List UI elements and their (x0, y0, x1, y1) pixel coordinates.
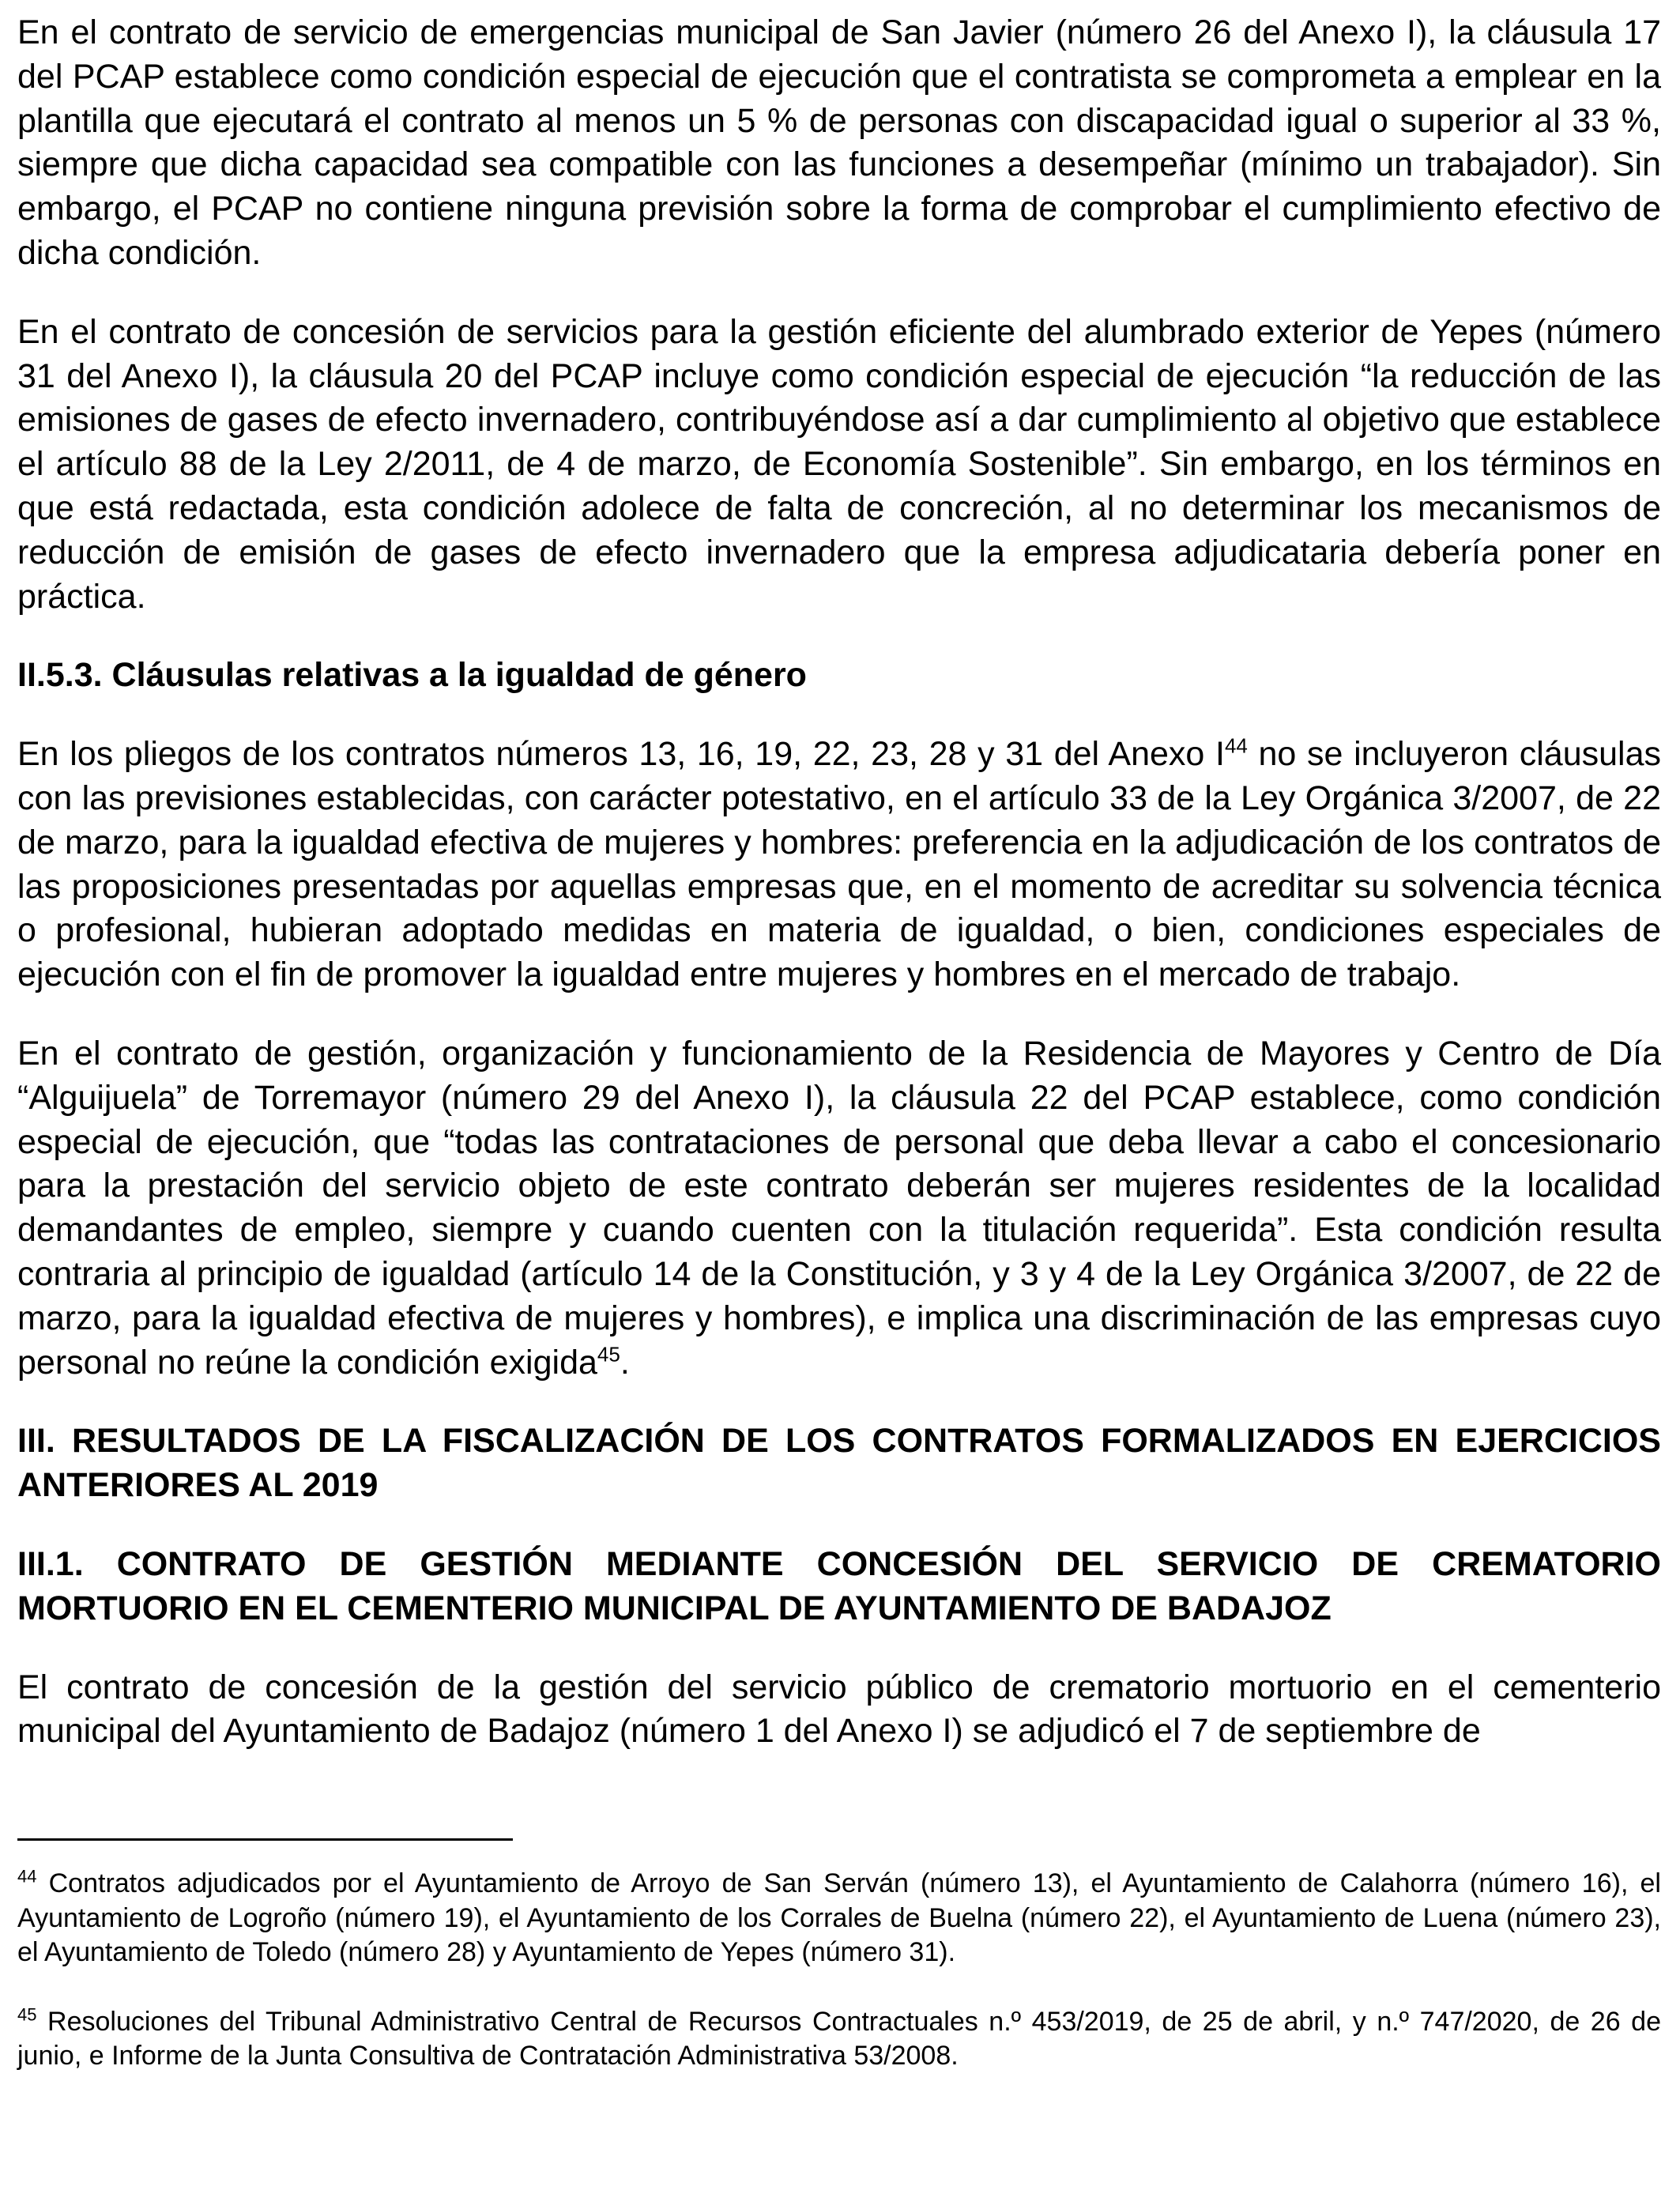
footnote-45 (17, 2005, 1661, 2074)
footnote-ref-45[interactable]: 45 (597, 1342, 620, 1367)
section-heading-igualdad: II.5.3. Cláusulas relativas a la igualdad de género (17, 656, 807, 695)
paragraph-torremayor (17, 1032, 1661, 1385)
paragraph-pliegos-text-b: no se incluyeron cláusulas con las previsiones establecidas, con carácter potestativo, en el artículo 33 de la Ley Orgánica 3/2007, de 22 de marzo, para la igualdad efectiva de mujeres y hombres: preferencia en la adjudicación de los contratos de las proposiciones presentadas por aquellas empresas que, en el momento de acreditar su solvencia técnica o profesional, hubieran adoptado medidas en materia de igualdad, o bien, condiciones especiales de ejecución con el fin de promover la igualdad entre mujeres y hombres en el mercado de trabajo. (17, 735, 1662, 994)
footnote-divider (17, 1838, 513, 1841)
footnotes (17, 1867, 1661, 2109)
paragraph-badajoz: El contrato de concesión de la gestión del servicio público de crematorio mortuorio en el cementerio municipal del Ayuntamiento de Badajoz (número 1 del Anexo I) se adjudicó el 7 de septiembre de (17, 1668, 1661, 1751)
section-heading-resultados: III. RESULTADOS DE LA FISCALIZACIÓN DE LOS CONTRATOS FORMALIZADOS EN EJERCICIOS ANTERIORES AL 2019 (17, 1422, 1661, 1505)
paragraph-san-javier: En el contrato de servicio de emergencias municipal de San Javier (número 26 del Anexo I), la cláusula 17 del PCAP establece como condición especial de ejecución que el contratista se comprometa a emplear en la plantilla que ejecutará el contrato al menos un 5 % de personas con discapacidad igual o superior al 33 %, siempre que dicha capacidad sea compatible con las funciones a desempeñar (mínimo un trabajador). Sin embargo, el PCAP no contiene ninguna previsión sobre la forma de comprobar el cumplimiento efectivo de dicha condición. (17, 13, 1661, 272)
footnote-text-44: Contratos adjudicados por el Ayuntamiento de Arroyo de San Serván (número 13), el Ayuntamiento de Calahorra (número 16), el Ayuntamiento de Logroño (número 19), el Ayuntamiento de los Corrales de Buelna (número 22), el Ayuntamiento de Luena (número 23), el Ayuntamiento de Toledo (número 28) y Ayuntamiento de Yepes (número 31). (17, 1868, 1661, 1967)
paragraph-torremayor-text-a: En el contrato de gestión, organización y funcionamiento de la Residencia de Mayores y Centro de Día “Alguijuela” de Torremayor (número 29 del Anexo I), la cláusula 22 del PCAP establece, como condición especial de ejecución, que “todas las contrataciones de personal que deba llevar a cabo el concesionario para la prestación del servicio objeto de este contrato deberán ser mujeres residentes de la localidad demandantes de empleo, siempre y cuando cuenten con la titulación requerida”. Esta condición resulta contraria al principio de igualdad (artículo 14 de la Constitución, y 3 y 4 de la Ley Orgánica 3/2007, de 22 de marzo, para la igualdad efectiva de mujeres y hombres), e implica una discriminación de las empresas cuyo personal no reúne la condición exigida (17, 1034, 1661, 1382)
paragraph-torremayor-text-b: . (620, 1343, 630, 1382)
footnote-text-45: Resoluciones del Tribunal Administrativo Central de Recursos Contractuales n.º 453/2019, de 25 de abril, y n.º 747/2020, de 26 de junio, e Informe de la Junta Consultiva de Contratación Administrativa 53/2008. (17, 2006, 1661, 2071)
paragraph-yepes: En el contrato de concesión de servicios para la gestión eficiente del alumbrado exterior de Yepes (número 31 del Anexo I), la cláusula 20 del PCAP incluye como condición especial de ejecución “la reducción de las emisiones de gases de efecto invernadero, contribuyéndose así a dar cumplimiento al objetivo que establece el artículo 88 de la Ley 2/2011, de 4 de marzo, de Economía Sostenible”. Sin embargo, en los términos en que está redactada, esta condición adolece de falta de concreción, al no determinar los mecanismos de reducción de emisión de gases de efecto invernadero que la empresa adjudicataria debería poner en práctica. (17, 312, 1661, 616)
document-body (17, 11, 1661, 1789)
paragraph-pliegos-text-a: En los pliegos de los contratos números 13, 16, 19, 22, 23, 28 y 31 del Anexo I (17, 735, 1225, 774)
footnote-number-45: 45 (17, 2004, 37, 2025)
footnote-ref-44[interactable]: 44 (1224, 733, 1248, 758)
footnote-44 (17, 1867, 1661, 1970)
paragraph-pliegos (17, 733, 1661, 997)
section-heading-crematorio: III.1. CONTRATO DE GESTIÓN MEDIANTE CONCESIÓN DEL SERVICIO DE CREMATORIO MORTUORIO EN EL CEMENTERIO MUNICIPAL DE AYUNTAMIENTO DE BADAJOZ (17, 1544, 1661, 1627)
footnote-number-44: 44 (17, 1866, 37, 1887)
